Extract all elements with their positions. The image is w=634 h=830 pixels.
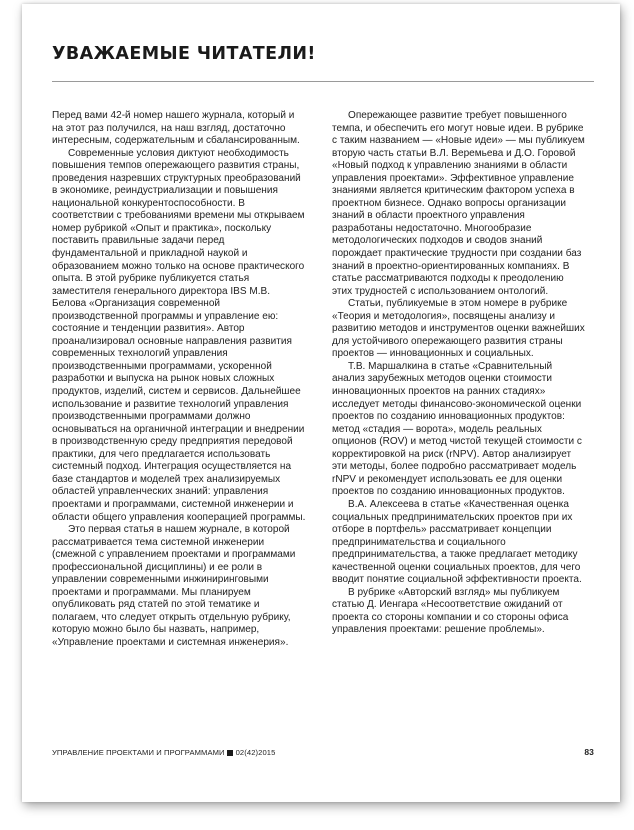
paragraph: Современные условия диктуют необходимость повышения темпов опережающего развития страны, проведения назревших структурных преобразований в экономике, реиндустриализации и повышения национальной конкурентоспособности. В соответствии с требованиями времени мы открываем номер рубрикой «Опыт и практика», поскольку поставить правильные задачи перед фундаментальной и прикладной наукой и образованием можно только на основе практического опыта. В этой рубрике публикуется статья заместителя генерального директора IBS М.В. Белова «Организация современной производственной программы и управление ею: состояние и тенденции развития». Автор проанализировал основные направления развития современных технологий управления производственными программами, ускоренной разработки и выпуска на рынок новых сложных продуктов, изделий, систем и сервисов. Дальнейшее использование и развитие технологий управления производственными программами должно основываться на органичной интеграции и внедрении в производственную среду предприятия передовой практики, для чего предлагается использовать системный подход. Интеграция осуществляется на базе стандартов и моделей трех анализируемых областей управленческих знаний: управления проектами и программами, системной инженерии и области общего управления кооперацией программы.	[52, 147, 306, 523]
paragraph: Статьи, публикуемые в этом номере в рубрике «Теория и методология», посвящены анализу и развитию методов и инструментов оценки важнейших для устойчивого опережающего развития страны проектов — инновационных и социальных.	[332, 298, 585, 360]
paragraph: Опережающее развитие требует повышенного темпа, и обеспечить его могут новые идеи. В рубрике с таким названием — «Новые идеи» — мы публикуем вторую часть статьи В.Л. Веремьева и Д.О. Горовой «Новый подход к управлению знаниями в области управления проектами». Эффективное управление знаниями является критическим фактором успеха в проектном бизнесе. Однако вопросы организации знаний в области проектного управления разработаны недостаточно. Многообразие методологических подходов и сводов знаний порождает практические трудности при создании баз знаний в проектно-ориентированных компаниях. В статье рассматриваются подходы к преодолению этих трудностей с использованием онтологий.	[332, 110, 585, 297]
paragraph: Это первая статья в нашем журнале, в которой рассматривается тема системной инженерии (смежной с управлением проектами и программами профессиональной дисциплины) и ее роли в управлении современными инжиниринговыми проектами и программами. Мы планируем опубликовать ряд статей по этой тематике и полагаем, что следует открыть отдельную рубрику, которую можно было бы назвать, например, «Управление проектами и системная инженерия».	[52, 524, 296, 648]
footer-journal-info	[52, 748, 275, 757]
paragraph: В рубрике «Авторский взгляд» мы публикуем статью Д. Иенгара «Несоответствие ожиданий от проекта со стороны компании и со стороны офиса управления проектами: решение проблемы».	[332, 586, 569, 636]
paragraph: В.А. Алексеева в статье «Качественная оценка социальных предпринимательских проектов при их отборе в портфель» рассматривает концепции предпринимательства и социального предпринимательства, а также предлагает методику качественной оценки социальных проектов, для чего вводит понятие социальной эффективности проекта.	[332, 498, 582, 586]
journal-page	[22, 4, 620, 802]
title-divider	[52, 81, 594, 82]
right-column	[332, 110, 586, 637]
left-column	[52, 110, 306, 650]
footer-journal-name: УПРАВЛЕНИЕ ПРОЕКТАМИ И ПРОГРАММАМИ	[52, 748, 225, 757]
paragraph: Перед вами 42-й номер нашего журнала, который и на этот раз получился, на наш взгляд, достаточно интересным, содержательным и сбалансированным.	[52, 110, 300, 147]
page-title: УВАЖАЕМЫЕ ЧИТАТЕЛИ!	[52, 44, 316, 64]
square-separator-icon	[227, 750, 233, 756]
paragraph: Т.В. Маршалкина в статье «Сравнительный анализ зарубежных методов оценки стоимости инновационных проектов на ранних стадиях» исследует методы финансово-экономической оценки проектов по созданию инновационных продуктов: метод «стадия — ворота», модель реальных опционов (ROV) и метод чистой текущей стоимости с корректировкой на риск (rNPV). Автор анализирует эти методы, более подробно рассматривает модель rNPV и рекомендует использовать ее для оценки проектов по созданию инновационных продуктов.	[332, 360, 582, 498]
footer-issue: 02(42)2015	[235, 748, 276, 757]
page-number: 83	[584, 747, 594, 757]
